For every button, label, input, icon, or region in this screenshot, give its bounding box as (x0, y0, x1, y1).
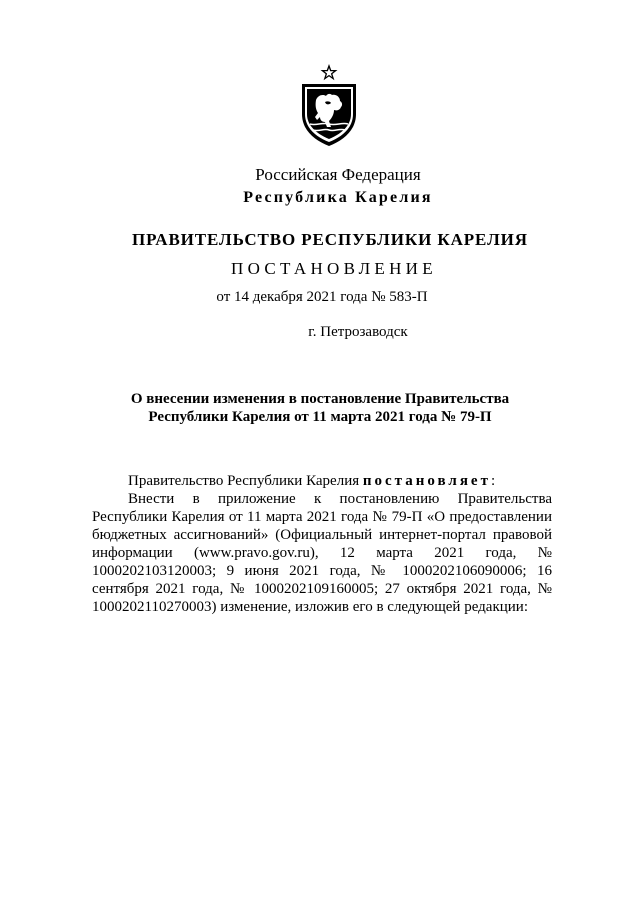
intro-paragraph (92, 472, 552, 490)
document-date-number: от 14 декабря 2021 года № 583-П (216, 289, 428, 305)
document-body (92, 472, 552, 616)
star-icon (321, 64, 338, 80)
subject-line-2: Республики Карелия от 11 марта 2021 года № 79-П (148, 409, 492, 425)
government-title: ПРАВИТЕЛЬСТВО РЕСПУБЛИКИ КАРЕЛИЯ (132, 230, 528, 249)
intro-suffix: : (490, 473, 496, 489)
republic-name: Республика Карелия (243, 189, 433, 206)
document-subject (90, 390, 550, 426)
country-name: Российская Федерация (255, 165, 421, 184)
body-paragraph-1: Внести в приложение к постановлению Правительства Республики Карелия от 11 марта 2021 года № 79-П «О предоставлении бюджетных ассигнований» (Официальный интернет-портал правовой информации (www.pravo.gov.ru), 12 марта 2021 года, № 1000202103120003; 9 июня 2021 года, № 1000202106090006; 16 сентября 2021 года, № 1000202109160005; 27 октября 2021 года, № 1000202110270003) изменение, изложив его в следующей редакции: (92, 491, 552, 615)
intro-verb: постановляет (362, 473, 491, 489)
intro-prefix: Правительство Республики Карелия (128, 473, 363, 489)
coat-of-arms-icon (296, 64, 362, 148)
coat-of-arms-emblem (296, 64, 362, 148)
document-city: г. Петрозаводск (308, 324, 408, 340)
subject-line-1: О внесении изменения в постановление Правительства (130, 391, 510, 407)
document-type: ПОСТАНОВЛЕНИЕ (231, 259, 437, 278)
